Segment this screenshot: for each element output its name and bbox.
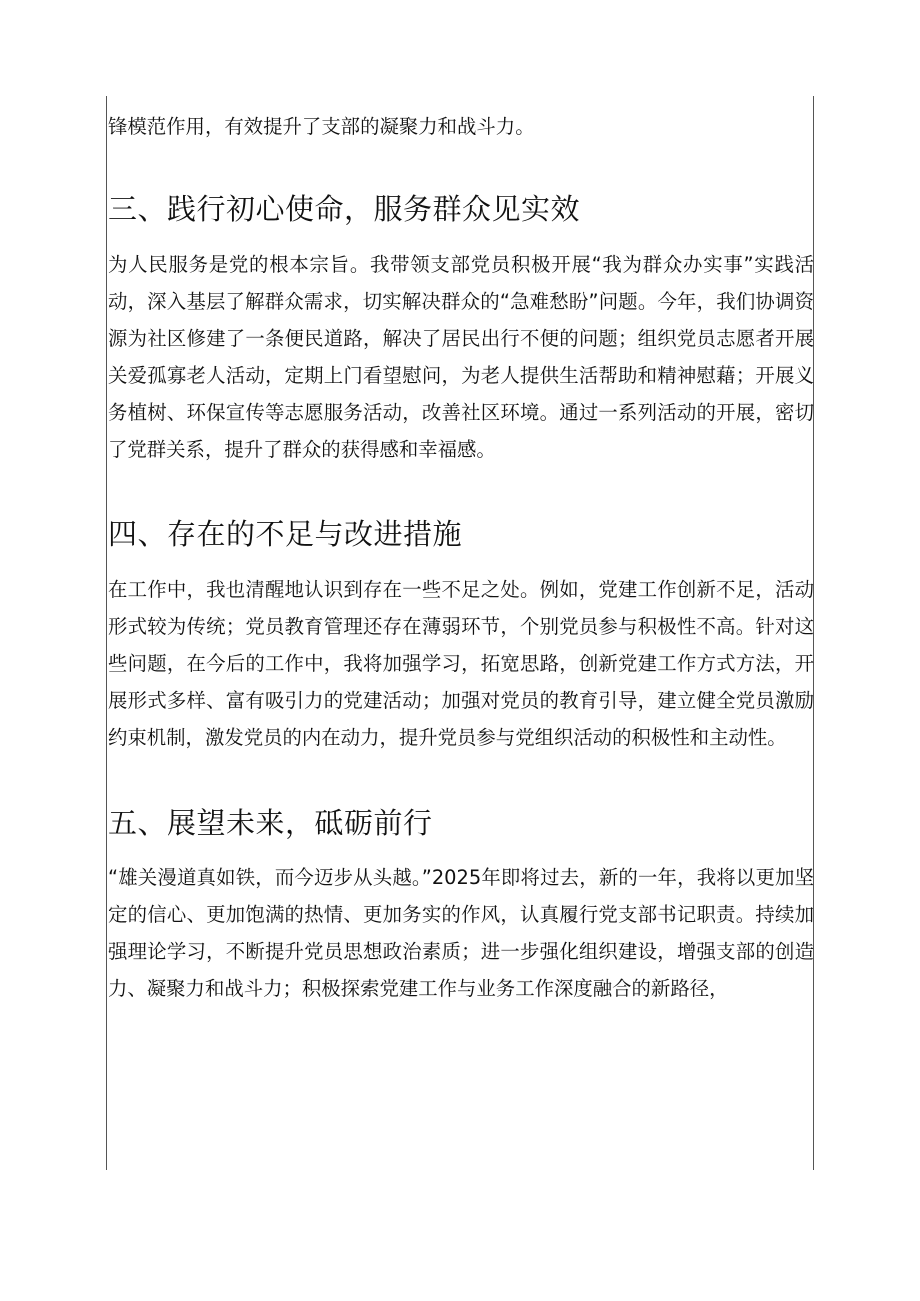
section-heading-3: 三、践行初心使命，服务群众见实效 <box>108 192 581 226</box>
page-border-left <box>106 96 107 1170</box>
document-body <box>108 108 814 1007</box>
continued-paragraph: 锋模范作用，有效提升了支部的凝聚力和战斗力。 <box>108 115 535 138</box>
section-paragraph-3: 为人民服务是党的根本宗旨。我带领支部党员积极开展“我为群众办实事”实践活动，深入基层了解群众需求，切实解决群众的“急难愁盼”问题。今年，我们协调资源为社区修建了一条便民道路，解决了居民出行不便的问题；组织党员志愿者开展关爱孤寡老人活动，定期上门看望慰问，为老人提供生活帮助和精神慰藉；开展义务植树、环保宣传等志愿服务活动，改善社区环境。通过一系列活动的开展，密切了党群关系，提升了群众的获得感和幸福感。 <box>108 253 814 461</box>
section-heading-4: 四、存在的不足与改进措施 <box>108 517 463 551</box>
section-paragraph-5: “雄关漫道真如铁，而今迈步从头越。”2025年即将过去，新的一年，我将以更加坚定的信心、更加饱满的热情、更加务实的作风，认真履行党支部书记职责。持续加强理论学习，不断提升党员思想政治素质；进一步强化组织建设，增强支部的创造力、凝聚力和战斗力；积极探索党建工作与业务工作深度融合的新路径， <box>108 866 814 1000</box>
section-paragraph-4: 在工作中，我也清醒地认识到存在一些不足之处。例如，党建工作创新不足，活动形式较为传统；党员教育管理还存在薄弱环节，个别党员参与积极性不高。针对这些问题，在今后的工作中，我将加强学习，拓宽思路，创新党建工作方式方法，开展形式多样、富有吸引力的党建活动；加强对党员的教育引导，建立健全党员激励约束机制，激发党员的内在动力，提升党员参与党组织活动的积极性和主动性。 <box>108 578 814 749</box>
section-heading-5: 五、展望未来，砥砺前行 <box>108 806 433 840</box>
